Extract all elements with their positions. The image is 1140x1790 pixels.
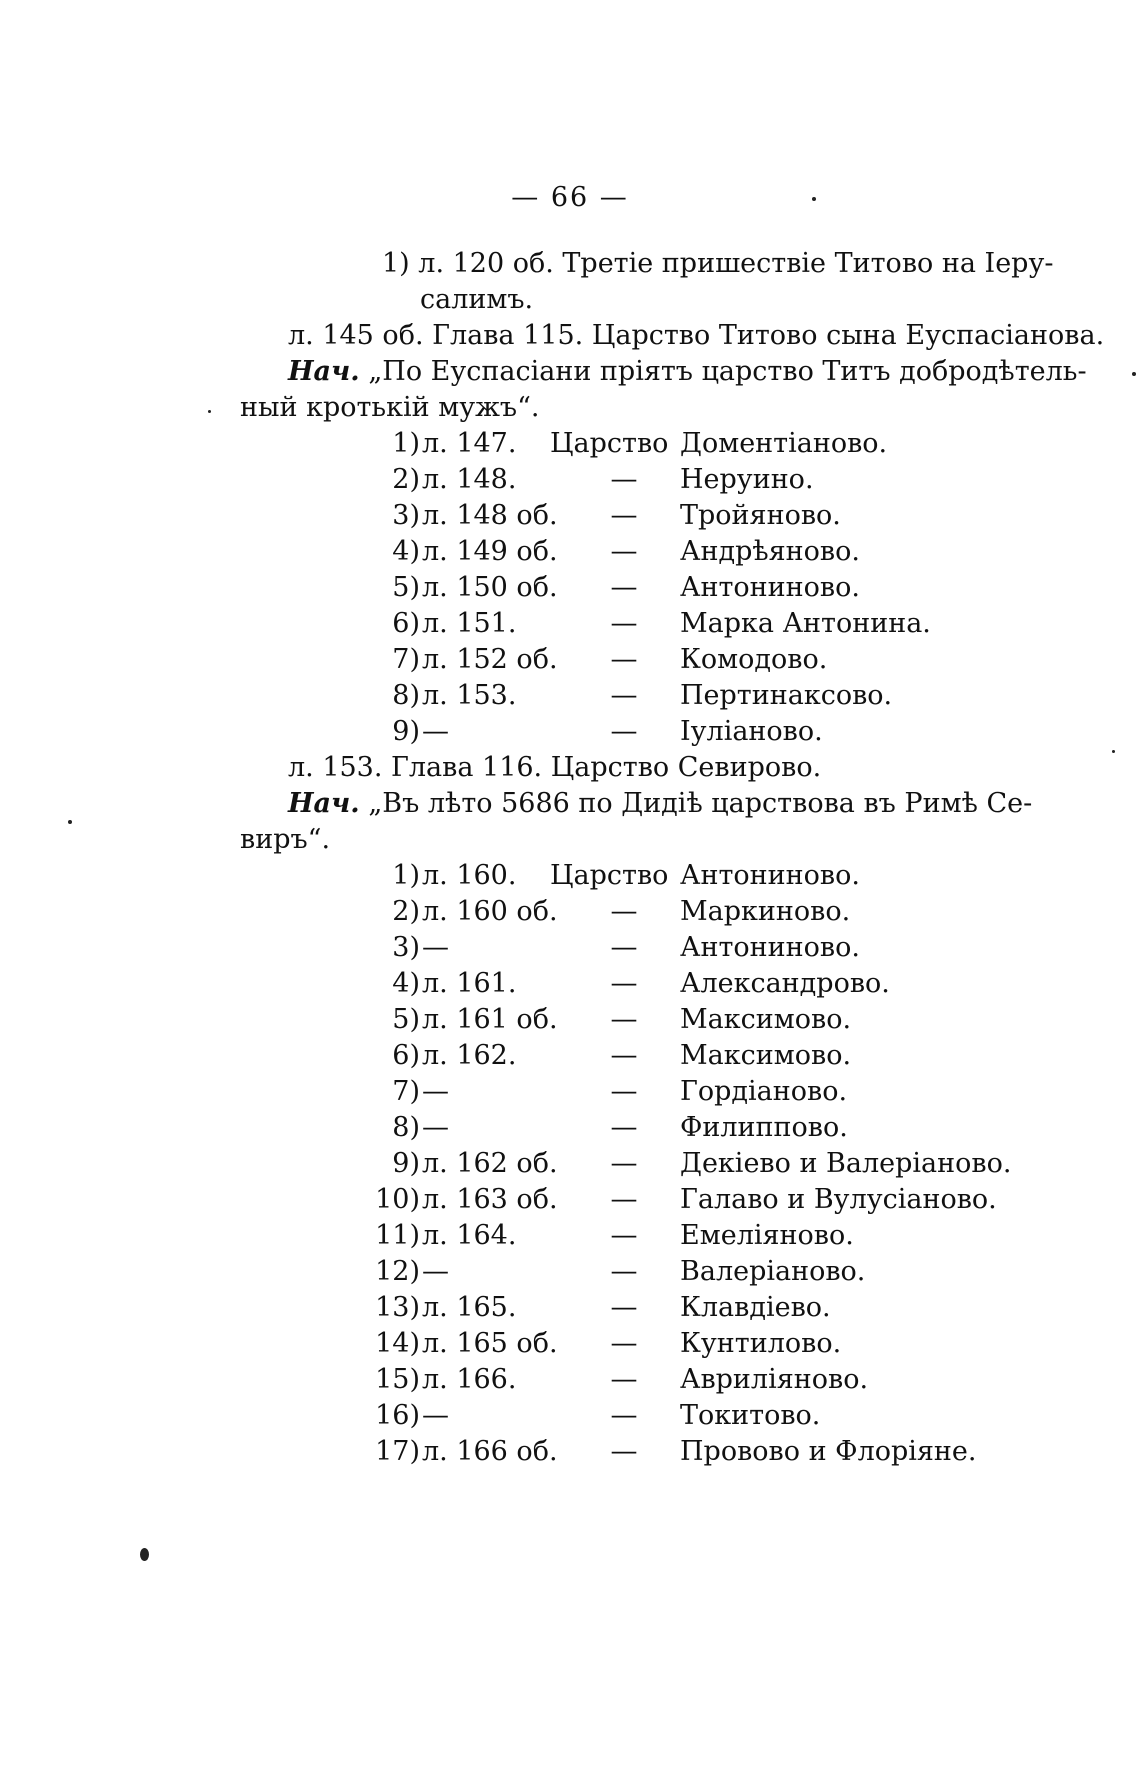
entry-number: 4) [392, 968, 420, 999]
entry-name: Авриліяново. [680, 1364, 869, 1395]
entry-number: 8) [392, 1112, 420, 1143]
entry-name: Антониново. [680, 572, 860, 603]
entry-leaf: — [422, 1256, 449, 1287]
entry-leaf: л. 161. [422, 968, 517, 999]
entry-leaf: л. 162 об. [422, 1148, 558, 1179]
intro-note-line1: 1) л. 120 об. Третіе пришествіе Титово на Іеру- [382, 248, 1054, 279]
entry-leaf: л. 160. [422, 860, 517, 891]
entry-name: Филиппово. [680, 1112, 848, 1143]
incipit-label: Нач. [288, 788, 360, 819]
chapter115-header: л. 145 об. Глава 115. Царство Титово сына Еуспасіанова. [288, 320, 1105, 351]
entry-name: Галаво и Вулусіаново. [680, 1184, 997, 1215]
entry-number: 6) [392, 1040, 420, 1071]
entry-name: Іуліаново. [680, 716, 823, 747]
entry-leaf: л. 147. [422, 428, 517, 459]
entry-leaf: л. 149 об. [422, 536, 558, 567]
entry-name: Емеліяново. [680, 1220, 854, 1251]
entry-leaf: л. 148 об. [422, 500, 558, 531]
entry-leaf: л. 166. [422, 1364, 517, 1395]
entry-number: 16) [375, 1400, 420, 1431]
entry-separator: — [610, 896, 638, 927]
entry-name: Декіево и Валеріаново. [680, 1148, 1012, 1179]
entry-separator: — [610, 1292, 638, 1323]
entry-leaf: л. 161 об. [422, 1004, 558, 1035]
entry-number: 4) [392, 536, 420, 567]
chapter116-incipit-line2: виръ“. [240, 824, 331, 855]
entry-name: Маркиново. [680, 896, 851, 927]
entry-number: 9) [392, 1148, 420, 1179]
entry-separator: — [610, 716, 638, 747]
entry-separator: — [610, 1112, 638, 1143]
entry-name: Провово и Флоріяне. [680, 1436, 977, 1467]
entry-name: Комодово. [680, 644, 828, 675]
ink-speck [1132, 372, 1136, 376]
entry-leaf: — [422, 1112, 449, 1143]
entry-leaf: л. 150 об. [422, 572, 558, 603]
entry-separator: — [610, 1004, 638, 1035]
entry-number: 1) [392, 860, 420, 891]
ink-speck [1112, 750, 1115, 753]
entry-name: Клавдіево. [680, 1292, 831, 1323]
entry-name: Валеріаново. [680, 1256, 866, 1287]
entry-number: 7) [392, 1076, 420, 1107]
chapter115-incipit [288, 354, 1087, 390]
entry-number: 5) [392, 1004, 420, 1035]
entry-leaf: л. 163 об. [422, 1184, 558, 1215]
entry-leaf: л. 166 об. [422, 1436, 558, 1467]
entry-separator: — [610, 1364, 638, 1395]
entry-number: 14) [375, 1328, 420, 1359]
chapter116-incipit [288, 786, 1032, 822]
entry-leaf: л. 153. [422, 680, 517, 711]
entry-separator: — [610, 644, 638, 675]
entry-leaf: л. 165 об. [422, 1328, 558, 1359]
entry-separator: — [610, 1328, 638, 1359]
entry-leaf: л. 160 об. [422, 896, 558, 927]
entry-separator: — [610, 500, 638, 531]
entry-number: 12) [375, 1256, 420, 1287]
entry-name: Неруино. [680, 464, 814, 495]
entry-leaf: л. 165. [422, 1292, 517, 1323]
entry-leaf: л. 162. [422, 1040, 517, 1071]
entry-name: Антониново. [680, 860, 860, 891]
entry-separator: — [610, 1184, 638, 1215]
entry-separator: — [610, 1256, 638, 1287]
entry-number: 13) [375, 1292, 420, 1323]
entry-name: Марка Антонина. [680, 608, 931, 639]
entry-number: 9) [392, 716, 420, 747]
entry-leaf: л. 148. [422, 464, 517, 495]
entry-separator: — [610, 1436, 638, 1467]
entry-name: Пертинаксово. [680, 680, 893, 711]
entry-separator: — [610, 536, 638, 567]
entry-number: 2) [392, 464, 420, 495]
entry-separator: — [610, 1148, 638, 1179]
ink-speck [140, 1548, 149, 1561]
entry-name: Антониново. [680, 932, 860, 963]
entry-name: Максимово. [680, 1040, 852, 1071]
entry-number: 2) [392, 896, 420, 927]
entry-number: 1) [392, 428, 420, 459]
entry-separator: — [610, 464, 638, 495]
entry-number: 3) [392, 932, 420, 963]
entry-separator: — [610, 608, 638, 639]
entry-separator: Царство [550, 428, 669, 459]
entry-leaf: — [422, 1076, 449, 1107]
entry-leaf: л. 151. [422, 608, 517, 639]
entry-separator: — [610, 1220, 638, 1251]
entry-leaf: — [422, 716, 449, 747]
entry-name: Тройяново. [680, 500, 841, 531]
entry-separator: — [610, 1040, 638, 1071]
entry-separator: — [610, 1076, 638, 1107]
entry-leaf: — [422, 1400, 449, 1431]
entry-number: 3) [392, 500, 420, 531]
ink-speck [68, 820, 72, 824]
entry-name: Максимово. [680, 1004, 852, 1035]
chapter116-header: л. 153. Глава 116. Царство Севирово. [288, 752, 822, 783]
entry-leaf: л. 152 об. [422, 644, 558, 675]
incipit-text-line1: „Въ лѣто 5686 по Дидіѣ царствова въ Римѣ Се- [368, 788, 1033, 819]
entry-number: 7) [392, 644, 420, 675]
entry-name: Токитово. [680, 1400, 821, 1431]
incipit-text-line1: „По Еуспасіани пріятъ царство Титъ добродѣтель- [368, 356, 1087, 387]
entry-separator: — [610, 1400, 638, 1431]
entry-name: Доментіаново. [680, 428, 888, 459]
entry-number: 11) [375, 1220, 420, 1251]
entry-number: 10) [375, 1184, 420, 1215]
chapter115-incipit-line2: ный кротькій мужъ“. [240, 392, 540, 423]
ink-speck [208, 410, 211, 413]
entry-number: 8) [392, 680, 420, 711]
page-number: — 66 — [511, 182, 629, 213]
entry-separator: Царство [550, 860, 669, 891]
entry-leaf: — [422, 932, 449, 963]
entry-leaf: л. 164. [422, 1220, 517, 1251]
entry-separator: — [610, 932, 638, 963]
entry-separator: — [610, 968, 638, 999]
ink-speck [812, 197, 816, 201]
entry-number: 17) [375, 1436, 420, 1467]
incipit-label: Нач. [288, 356, 360, 387]
entry-name: Андрѣяново. [680, 536, 860, 567]
entry-separator: — [610, 572, 638, 603]
entry-name: Гордіаново. [680, 1076, 848, 1107]
entry-name: Александрово. [680, 968, 890, 999]
intro-note-line2: салимъ. [420, 284, 534, 315]
entry-number: 6) [392, 608, 420, 639]
entry-number: 5) [392, 572, 420, 603]
entry-separator: — [610, 680, 638, 711]
entry-name: Кунтилово. [680, 1328, 842, 1359]
entry-number: 15) [375, 1364, 420, 1395]
